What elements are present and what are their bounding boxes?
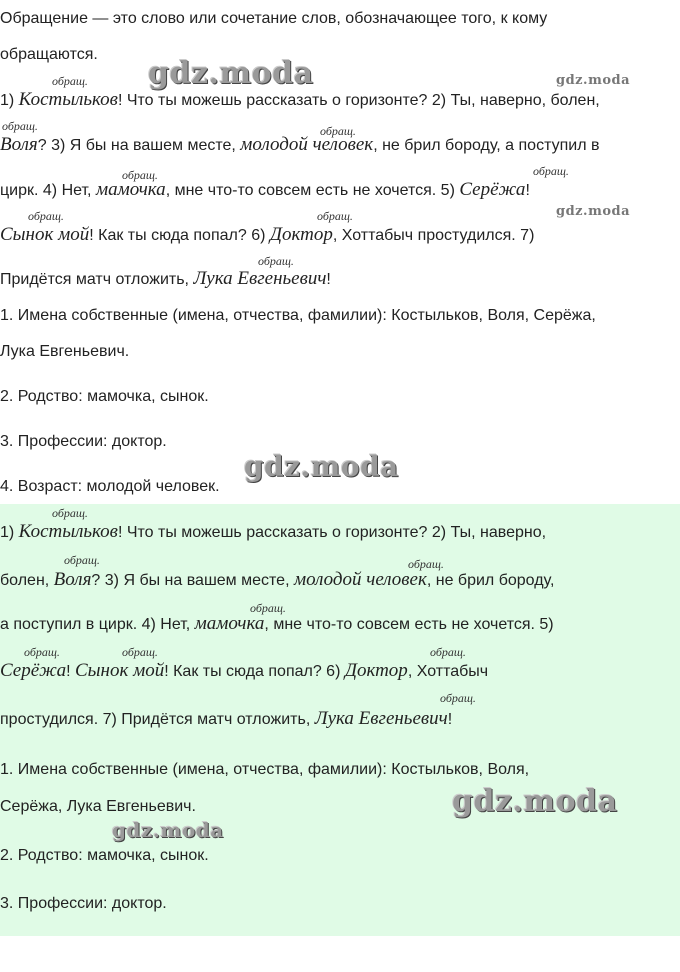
section-b-line-2: болен, Воля? 3) Я бы на вашем месте, молодой человек, не брил бороду, xyxy=(0,569,555,590)
address-word: Серёжа xyxy=(459,179,526,200)
label-obrashch: обращ. xyxy=(122,168,158,182)
address-word: мамочка xyxy=(95,179,166,200)
label-obrashch: обращ. xyxy=(28,209,64,223)
address-word: Серёжа xyxy=(0,660,67,681)
label-obrashch: обращ. xyxy=(440,691,476,705)
address-word: Лука Евгеньевич xyxy=(314,708,448,729)
label-obrashch: обращ. xyxy=(2,119,38,133)
label-obrashch: обращ. xyxy=(408,557,444,571)
address-word: Сынок мой xyxy=(74,660,165,681)
address-word: молодой человек xyxy=(293,569,427,590)
address-word: Костыльков xyxy=(18,521,118,542)
label-obrashch: обращ. xyxy=(250,601,286,615)
label-obrashch: обращ. xyxy=(52,506,88,520)
address-word: Доктор xyxy=(269,224,333,245)
section-a-line-1: 1) Костыльков! Что ты можешь рассказать о горизонте? 2) Ты, наверно, болен, xyxy=(0,89,600,110)
section-b-line-4: Серёжа! Сынок мой! Как ты сюда попал? 6) Доктор, Хоттабыч xyxy=(0,660,489,681)
label-obrashch: обращ. xyxy=(24,645,60,659)
label-obrashch: обращ. xyxy=(533,164,569,178)
label-obrashch: обращ. xyxy=(320,124,356,138)
watermark-logo: gdz.moda xyxy=(244,450,399,483)
watermark-logo: gdz.moda xyxy=(148,56,314,91)
label-obrashch: обращ. xyxy=(258,254,294,268)
address-word: Сынок мой xyxy=(0,224,90,245)
section-b-line-1: 1) Костыльков! Что ты можешь рассказать о горизонте? 2) Ты, наверно, xyxy=(0,521,547,542)
address-word: Воля xyxy=(0,134,38,155)
label-obrashch: обращ. xyxy=(122,645,158,659)
section-b-list-3: 3. Профессии: доктор. xyxy=(0,895,167,912)
watermark-logo: gdz.moda xyxy=(112,818,224,842)
address-word: Лука Евгеньевич xyxy=(193,268,327,289)
section-a-line-3: цирк. 4) Нет, мамочка, мне что-то совсем есть не хочется. 5) Серёжа! xyxy=(0,179,530,200)
section-a-list-1-cont: Лука Евгеньевич. xyxy=(0,343,130,360)
address-word: мамочка xyxy=(194,613,265,634)
section-b-list-1-cont: Серёжа, Лука Евгеньевич. xyxy=(0,798,196,815)
watermark-logo: gdz.moda xyxy=(452,784,618,819)
label-obrashch: обращ. xyxy=(317,209,353,223)
address-word: Костыльков xyxy=(18,89,118,110)
section-b-list-2: 2. Родство: мамочка, сынок. xyxy=(0,847,209,864)
section-a-list-1: 1. Имена собственные (имена, отчества, фамилии): Костыльков, Воля, Серёжа, xyxy=(0,307,596,324)
section-b-line-5: простудился. 7) Придётся матч отложить, Лука Евгеньевич! xyxy=(0,708,453,729)
section-b-list-1: 1. Имена собственные (имена, отчества, фамилии): Костыльков, Воля, xyxy=(0,761,530,778)
label-obrashch: обращ. xyxy=(430,645,466,659)
label-obrashch: обращ. xyxy=(52,74,88,88)
section-b-line-3: а поступил в цирк. 4) Нет, мамочка, мне что-то совсем есть не хочется. 5) xyxy=(0,613,554,634)
section-a-list-3: 3. Профессии: доктор. xyxy=(0,433,167,450)
section-a-list-2: 2. Родство: мамочка, сынок. xyxy=(0,388,209,405)
address-word: Доктор xyxy=(344,660,408,681)
address-word: Воля xyxy=(53,569,92,590)
section-a-line-5: Придётся матч отложить, Лука Евгеньевич! xyxy=(0,268,331,289)
address-word: молодой человек xyxy=(240,134,374,155)
section-a-line-2: Воля? 3) Я бы на вашем месте, молодой человек, не брил бороду, а поступил в xyxy=(0,134,600,155)
watermark-logo: gdz.moda xyxy=(556,204,631,219)
label-obrashch: обращ. xyxy=(64,553,100,567)
section-a-list-4: 4. Возраст: молодой человек. xyxy=(0,478,220,495)
intro-line-1: Обращение — это слово или сочетание слов, обозначающее того, к кому xyxy=(0,10,548,27)
intro-line-2: обращаются. xyxy=(0,46,98,63)
watermark-logo: gdz.moda xyxy=(556,73,631,88)
section-a-line-4: Сынок мой! Как ты сюда попал? 6) Доктор, Хоттабыч простудился. 7) xyxy=(0,224,535,245)
